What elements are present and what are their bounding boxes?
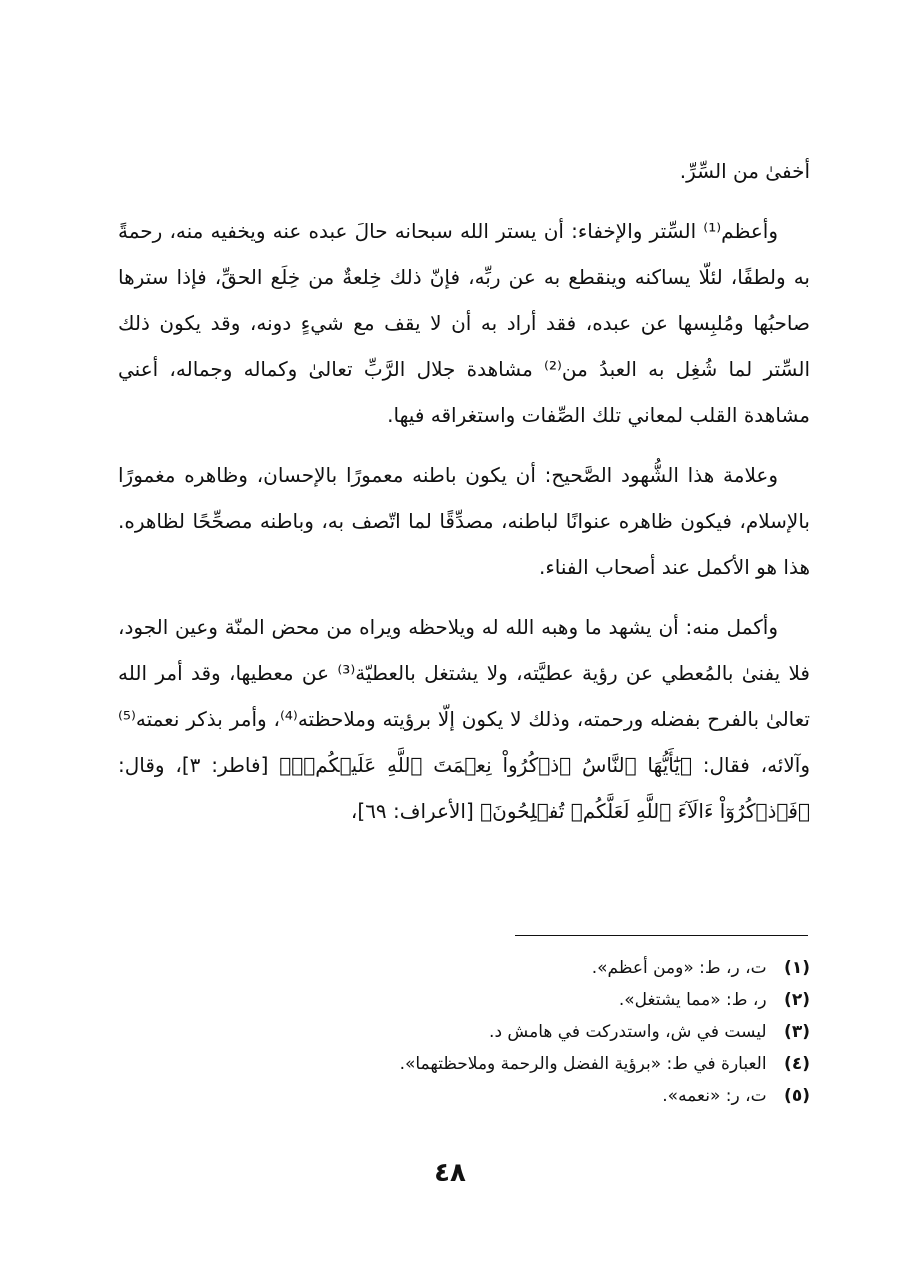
footnote-text: ت، ر، ط: «ومن أعظم». bbox=[591, 958, 767, 978]
footnote-separator bbox=[515, 935, 808, 936]
footnote-text: العبارة في ط: «برؤية الفضل والرحمة وملاحظتهما». bbox=[399, 1054, 767, 1074]
page-body bbox=[118, 148, 810, 848]
footnote-number: (٢) bbox=[784, 990, 810, 1010]
paragraph-2: وأعظم⁽¹⁾ السِّتر والإخفاء: أن يستر الله سبحانه حالَ عبده عنه ويخفيه منه، رحمةً به ولطفًا، لئلّا يساكنه وينقطع به عن ربِّه، فإنّ ذلك خِلعةٌ من خِلَع الحقِّ، فإذا سترها صاحبُها ومُلبِسها عن عبده، فقد أراد به أن لا يقف مع شيءٍ دونه، وقد يكون ذلك السِّتر لما شُغِل به العبدُ من⁽²⁾ مشاهدة جلال الرَّبِّ تعالىٰ وكماله وجماله، أعني مشاهدة القلب لمعاني تلك الصِّفات واستغراقه فيها. bbox=[118, 219, 811, 427]
footnote-number: (١) bbox=[784, 958, 810, 978]
page-number: ٤٨ bbox=[434, 1158, 466, 1188]
paragraph-1: أخفىٰ من السِّرِّ. bbox=[679, 159, 810, 183]
footnote-4 bbox=[118, 1048, 810, 1080]
footnote-5 bbox=[118, 1080, 810, 1112]
footnotes bbox=[118, 952, 810, 1112]
footnote-3 bbox=[118, 1016, 810, 1048]
paragraph-3: وعلامة هذا الشُّهود الصَّحيح: أن يكون باطنه معمورًا بالإحسان، وظاهره مغمورًا بالإسلام، فيكون ظاهره عنوانًا لباطنه، مصدِّقًا لما اتّصف به، وباطنه مصحِّحًا لظاهره. هذا هو الأكمل عند أصحاب الفناء. bbox=[118, 463, 810, 579]
footnote-text: ليست في ش، واستدركت في هامش د. bbox=[489, 1022, 767, 1042]
footnote-text: ت، ر: «نعمه». bbox=[662, 1086, 767, 1106]
footnote-number: (٤) bbox=[784, 1054, 810, 1074]
footnote-number: (٥) bbox=[784, 1086, 810, 1106]
footnote-2 bbox=[118, 984, 810, 1016]
footnote-text: ر، ط: «مما يشتغل». bbox=[618, 990, 767, 1010]
paragraph-4: وأكمل منه: أن يشهد ما وهبه الله له ويلاحظه ويراه من محض المنّة وعين الجود، فلا يفنىٰ بالمُعطي عن رؤية عطيَّته، ولا يشتغل بالعطيّة⁽³⁾ عن معطيها، وقد أمر الله تعالىٰ بالفرح بفضله ورحمته، وذلك لا يكون إلّا برؤيته وملاحظته⁽⁴⁾، وأمر بذكر نعمته⁽⁵⁾ وآلائه، فقال: ﴿يَٰٓأَيُّهَا ٱلنَّاسُ ٱذۡكُرُواْ نِعۡمَتَ ٱللَّهِ عَلَيۡكُمۡۚ﴾ [فاطر: ٣]، وقال: ﴿فَٱذۡكُرُوٓاْ ءَالَآءَ ٱللَّهِ لَعَلَّكُمۡ تُفۡلِحُونَ﴾ [الأعراف: ٦٩]، bbox=[118, 615, 810, 823]
footnote-1 bbox=[118, 952, 810, 984]
footnote-number: (٣) bbox=[784, 1022, 810, 1042]
